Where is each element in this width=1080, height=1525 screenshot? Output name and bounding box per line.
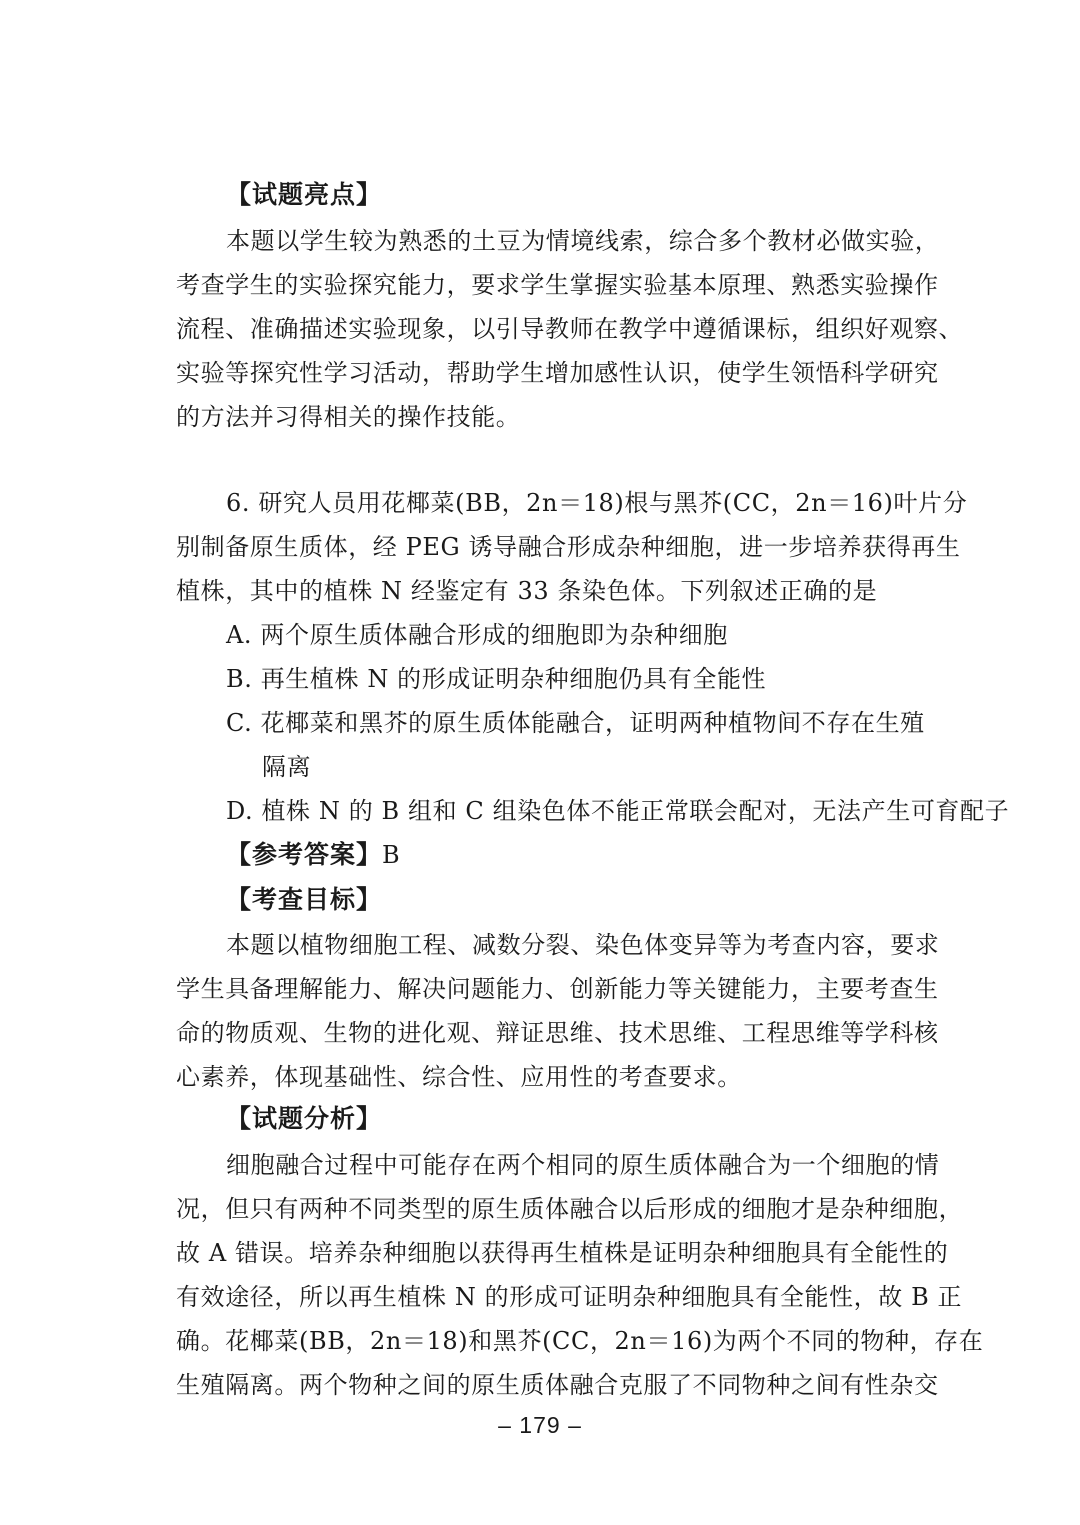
analysis-line: 有效途径，所以再生植株 N 的形成可证明杂种细胞具有全能性，故 B 正 — [176, 1283, 963, 1311]
answer-value: B — [382, 841, 401, 869]
answer-row — [226, 840, 966, 870]
analysis-line: 故 A 错误。培养杂种细胞以获得再生植株是证明杂种细胞具有全能性的 — [176, 1239, 949, 1267]
option-a: A. 两个原生质体融合形成的细胞即为杂种细胞 — [226, 621, 728, 649]
highlights-line: 本题以学生较为熟悉的土豆为情境线索，综合多个教材必做实验， — [226, 227, 940, 255]
page-number: – 179 – — [498, 1412, 582, 1438]
highlights-line: 实验等探究性学习活动，帮助学生增加感性认识，使学生领悟科学研究 — [176, 359, 939, 387]
question-stem-line: 6. 研究人员用花椰菜(BB，2n＝18)根与黑芥(CC，2n＝16)叶片分 — [226, 489, 968, 517]
highlights-line: 的方法并习得相关的操作技能。 — [176, 403, 521, 431]
highlights-heading: 【试题亮点】 — [226, 180, 383, 209]
analysis-line: 确。花椰菜(BB，2n＝18)和黑芥(CC，2n＝16)为两个不同的物种，存在 — [176, 1327, 984, 1355]
answer-heading: 【参考答案】 — [226, 840, 383, 869]
highlights-line: 流程、准确描述实验现象，以引导教师在教学中遵循课标，组织好观察、 — [176, 315, 964, 343]
analysis-heading: 【试题分析】 — [226, 1104, 383, 1133]
objective-line: 命的物质观、生物的进化观、辩证思维、技术思维、工程思维等学科核 — [176, 1019, 939, 1047]
objective-heading: 【考查目标】 — [226, 885, 383, 914]
objective-line: 心素养，体现基础性、综合性、应用性的考查要求。 — [176, 1063, 742, 1091]
option-b: B. 再生植株 N 的形成证明杂种细胞仍具有全能性 — [226, 665, 767, 693]
analysis-line: 细胞融合过程中可能存在两个相同的原生质体融合为一个细胞的情 — [226, 1151, 940, 1179]
highlights-line: 考查学生的实验探究能力，要求学生掌握实验基本原理、熟悉实验操作 — [176, 271, 939, 299]
objective-line: 本题以植物细胞工程、减数分裂、染色体变异等为考查内容，要求 — [226, 931, 940, 959]
question-stem-line: 植株，其中的植株 N 经鉴定有 33 条染色体。下列叙述正确的是 — [176, 577, 878, 605]
analysis-line: 生殖隔离。两个物种之间的原生质体融合克服了不同物种之间有性杂交 — [176, 1371, 939, 1399]
option-d: D. 植株 N 的 B 组和 C 组染色体不能正常联会配对，无法产生可育配子 — [226, 797, 1010, 825]
option-c: C. 花椰菜和黑芥的原生质体能融合，证明两种植物间不存在生殖 — [226, 709, 925, 737]
objective-line: 学生具备理解能力、解决问题能力、创新能力等关键能力，主要考查生 — [176, 975, 939, 1003]
analysis-line: 况，但只有两种不同类型的原生质体融合以后形成的细胞才是杂种细胞， — [176, 1195, 964, 1223]
option-c-continued: 隔离 — [262, 753, 312, 781]
question-stem-line: 别制备原生质体，经 PEG 诱导融合形成杂种细胞，进一步培养获得再生 — [176, 533, 961, 561]
